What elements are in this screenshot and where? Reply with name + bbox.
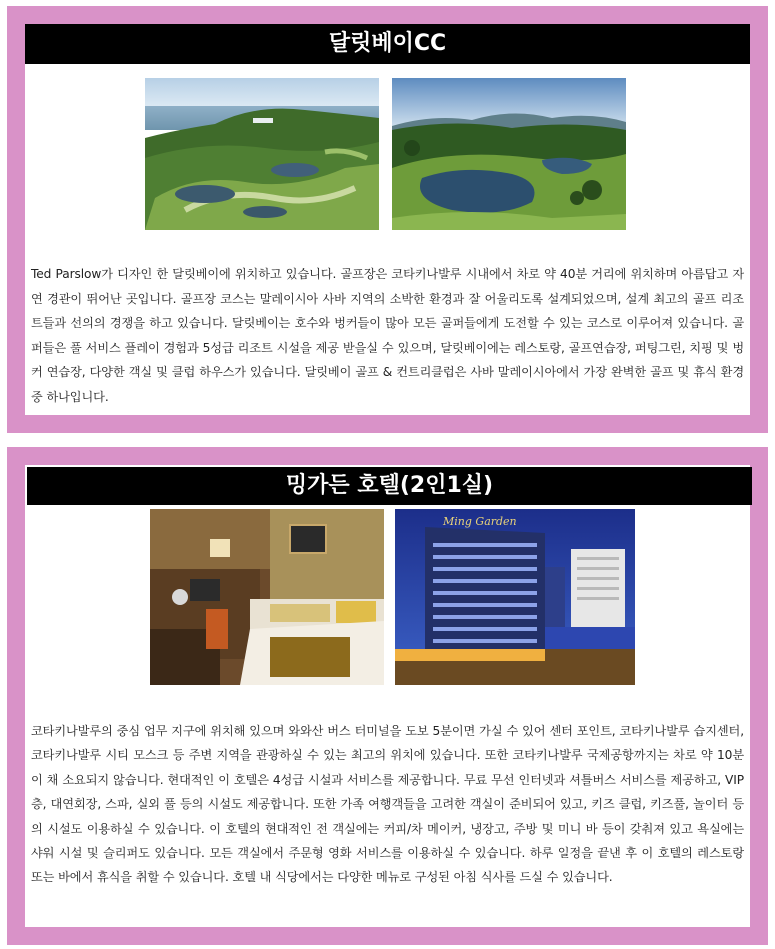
golf-course-lake-photo — [392, 78, 626, 230]
golf-course-section — [7, 6, 768, 433]
hotel-room-photo — [150, 509, 384, 685]
golf-course-description: Ted Parslow가 디자인 한 달릿베이에 위치하고 있습니다. 골프장은 코타키나발루 시내에서 차로 약 40분 거리에 위치하며 아름답고 자연 경관이 뛰어난 곳입니다. 골프장 코스는 말레이시아 사바 지역의 소박한 환경과 잘 어울리도록 설계되었으며, 설계 최고의 골프 리조트들과 선의의 경쟁을 하고 있습니다. 달릿베이는 호수와 벙커들이 많아 모든 골퍼들에게 도전할 수 있는 코스로 이루어져 있습니다. 골퍼들은 풀 서비스 플레이 경험과 5성급 리조트 시설을 제공 받을실 수 있으며, 달릿베이에는 레스토랑, 골프연습장, 퍼팅그린, 치핑 및 벙커 연습장, 다양한 객실 및 클럽 하우스가 있습니다. 달릿베이 골프 & 컨트리클럽은 사바 말레이시아에서 가장 완벽한 골프 및 휴식 환경 중 하나입니다. — [31, 267, 744, 404]
golf-course-title: 달릿베이CC — [25, 24, 750, 64]
hotel-exterior-photo — [395, 509, 635, 685]
golf-course-aerial-photo — [145, 78, 379, 230]
hotel-description: 코타키나발루의 중심 업무 지구에 위치해 있으며 와와산 버스 터미널을 도보 5분이면 가실 수 있어 센터 포인트, 코타키나발루 습지센터, 코타키나발루 시티 모스크 등 주변 지역을 관광하실 수 있는 최고의 위치에 있습니다. 또한 코타키나발루 국제공항까지는 차로 약 10분이 채 소요되지 않습니다. 현대적인 이 호텔은 4성급 시설과 서비스를 제공합니다. 무료 무선 인터넷과 셔틀버스 서비스를 제공하고, VIP 층, 대연회장, 스파, 실외 풀 등의 시설도 제공합니다. 또한 가족 여행객들을 고려한 객실이 준비되어 있고, 키즈 클럽, 키즈풀, 놀이터 등의 시설도 이용하실 수 있습니다. 이 호텔의 현대적인 전 객실에는 커피/차 메이커, 냉장고, 주방 및 미니 바 등이 갖춰져 있고 욕실에는 샤워 시설 및 슬리퍼도 있습니다. 모든 객실에서 주문형 영화 서비스를 이용하실 수 있습니다. 하루 일정을 끝낸 후 이 호텔의 레스토랑 또는 바에서 휴식을 취할 수 있습니다. 호텔 내 식당에서는 다양한 메뉴로 구성된 아침 식사를 드실 수 있습니다. — [31, 724, 744, 885]
hotel-card — [25, 465, 750, 927]
hotel-sign-text: Ming Garden — [443, 515, 517, 528]
golf-course-card — [25, 24, 750, 415]
hotel-title: 밍가든 호텔(2인1실) — [27, 467, 752, 505]
hotel-section — [7, 447, 768, 945]
